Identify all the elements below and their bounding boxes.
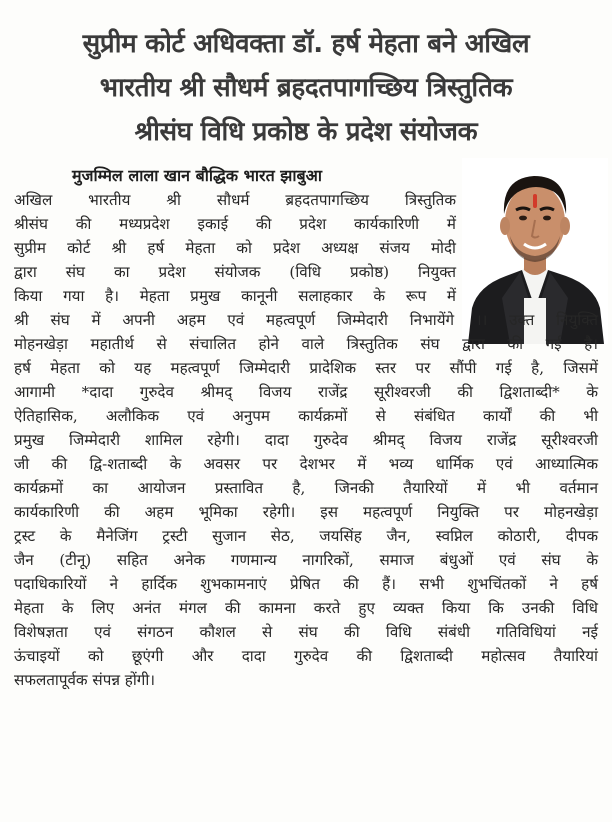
body-line: जैन (टीनू) सहित अनेक गणमान्य नागरिकों, समाज बंधुओं एवं संघ के xyxy=(14,551,598,569)
body-line: द्वारा संघ का प्रदेश संयोजक (विधि प्रकोष्ठ) नियुक्त xyxy=(14,263,456,281)
body-line: सुप्रीम कोर्ट श्री हर्ष मेहता को प्रदेश अध्यक्ष संजय मोदी xyxy=(14,239,456,257)
byline: मुजम्मिल लाला खान बौद्धिक भारत झाबुआ xyxy=(72,166,323,185)
body-line: ट्रस्ट के मैनेजिंग ट्रस्टी सुजान सेठ, जयसिंह जैन, स्वप्निल कोठारी, दीपक xyxy=(14,527,598,545)
headline-line-1: सुप्रीम कोर्ट अधिवक्ता डॉ. हर्ष मेहता बने अखिल xyxy=(82,29,530,59)
body-line: सफलतापूर्वक संपन्न होंगी। xyxy=(14,671,156,689)
body-line: ऊंचाइयों को छूएंगी और दादा गुरुदेव की द्विशताब्दी महोत्सव तैयारियां xyxy=(14,647,598,665)
body-line: पदाधिकारियों ने हार्दिक शुभकामनाएं प्रेषित की हैं। सभी शुभचिंतकों ने हर्ष xyxy=(14,575,598,593)
body-line: विशेषज्ञता एवं संगठन कौशल से संघ की विधि संबंधी गतिविधियां नई xyxy=(14,623,598,641)
body-line: श्रीसंघ की मध्यप्रदेश इकाई की प्रदेश कार्यकारिणी में xyxy=(14,215,456,233)
body-line: जी की द्वि-शताब्दी के अवसर पर देशभर में भव्य धार्मिक एवं आध्यात्मिक xyxy=(14,455,598,473)
body-line: मोहनखेड़ा महातीर्थ से संचालित होने वाले त्रिस्तुतिक संघ द्वारा की गई है। xyxy=(14,335,598,353)
body-line: आगामी *दादा गुरुदेव श्रीमद् विजय राजेंद्र सूरीश्वरजी की द्विशताब्दी* के xyxy=(14,383,598,401)
headline-line-3: श्रीसंघ विधि प्रकोष्ठ के प्रदेश संयोजक xyxy=(134,117,478,147)
body-line: हर्ष मेहता को यह महत्वपूर्ण जिम्मेदारी प्रादेशिक स्तर पर सौंपी गई है, जिसमें xyxy=(14,359,598,377)
body-line: मेहता के लिए अनंत मंगल की कामना करते हुए व्यक्त किया कि उनकी विधि xyxy=(14,599,598,617)
body-line: कार्यक्रमों का आयोजन प्रस्तावित है, जिनकी तैयारियों में भी वर्तमान xyxy=(14,479,598,497)
body-line: श्री संघ में अपनी अहम एवं महत्वपूर्ण जिम्मेदारी निभायेंगे ।। उक्त नियुक्ति xyxy=(14,311,598,329)
body-line: अखिल भारतीय श्री सौधर्म ब्रहदतपागच्छिय त्रिस्तुतिक xyxy=(14,191,456,209)
body-line: किया गया है। मेहता प्रमुख कानूनी सलाहकार के रूप में xyxy=(14,287,456,305)
headline-line-2: भारतीय श्री सौधर्म ब्रहदतपागच्छिय त्रिस्तुतिक xyxy=(99,73,513,103)
body-line: कार्यकारिणी की अहम भूमिका रहेगी। इस महत्वपूर्ण नियुक्ति पर मोहनखेड़ा xyxy=(14,503,598,521)
body-line: ऐतिहासिक, अलौकिक एवं अनुपम कार्यक्रमों से संबंधित कार्यों की भी xyxy=(14,407,598,425)
headline xyxy=(14,22,598,154)
body-line: प्रमुख जिम्मेदारी शामिल रहेगी। दादा गुरुदेव श्रीमद् विजय राजेंद्र सूरीश्वरजी xyxy=(14,431,598,449)
